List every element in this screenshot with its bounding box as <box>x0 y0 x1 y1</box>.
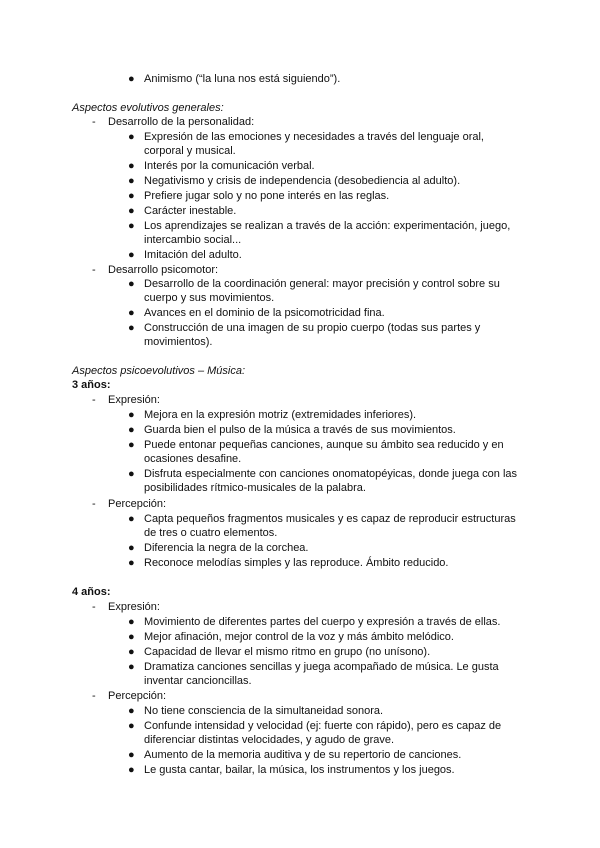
list-item: Imitación del adulto. <box>144 249 242 261</box>
list-item: Negativismo y crisis de independencia (desobediencia al adulto). <box>144 175 461 187</box>
bullet-icon: ● <box>128 764 135 776</box>
list-item: Diferencia la negra de la corchea. <box>144 542 309 554</box>
section-heading-general: Aspectos evolutivos generales: <box>72 102 224 114</box>
group-label: Desarrollo de la personalidad: <box>108 116 255 128</box>
group-label: Expresión: <box>108 601 160 613</box>
dash-icon: - <box>92 498 96 510</box>
bullet-icon: ● <box>128 720 135 732</box>
dash-icon: - <box>92 601 96 613</box>
list-item: Mejora en la expresión motriz (extremidades inferiores). <box>144 409 417 421</box>
age-heading-4: 4 años: <box>72 586 111 598</box>
bullet-icon: ● <box>128 278 135 290</box>
list-item: Puede entonar pequeñas canciones, aunque su ámbito sea reducido y en <box>144 439 504 451</box>
list-item: No tiene consciencia de la simultaneidad sonora. <box>144 705 384 717</box>
list-item: Capacidad de llevar el mismo ritmo en grupo (no unísono). <box>144 646 431 658</box>
dash-icon: - <box>92 116 96 128</box>
list-item: Disfruta especialmente con canciones onomatopéyicas, donde juega con las <box>144 468 518 480</box>
list-item-cont: intercambio social... <box>144 234 242 246</box>
list-item: Animismo (“la luna nos está siguiendo”). <box>144 73 341 85</box>
list-item: Mejor afinación, mejor control de la voz y más ámbito melódico. <box>144 631 454 643</box>
bullet-icon: ● <box>128 439 135 451</box>
list-item-cont: cuerpo y sus movimientos. <box>144 292 275 304</box>
list-item: Expresión de las emociones y necesidades a través del lenguaje oral, <box>144 131 484 143</box>
dash-icon: - <box>92 394 96 406</box>
bullet-icon: ● <box>128 661 135 673</box>
bullet-icon: ● <box>128 705 135 717</box>
list-item-cont: de tres o cuatro elementos. <box>144 527 278 539</box>
bullet-icon: ● <box>128 468 135 480</box>
list-item: Prefiere jugar solo y no pone interés en las reglas. <box>144 190 390 202</box>
bullet-icon: ● <box>128 307 135 319</box>
dash-icon: - <box>92 690 96 702</box>
bullet-icon: ● <box>128 190 135 202</box>
list-item: Aumento de la memoria auditiva y de su repertorio de canciones. <box>144 749 462 761</box>
group-label: Desarrollo psicomotor: <box>108 264 219 276</box>
group-label: Expresión: <box>108 394 160 406</box>
list-item-cont: inventar cancioncillas. <box>144 675 252 687</box>
bullet-icon: ● <box>128 409 135 421</box>
bullet-icon: ● <box>128 205 135 217</box>
bullet-icon: ● <box>128 160 135 172</box>
list-item: Avances en el dominio de la psicomotricidad fina. <box>144 307 385 319</box>
age-heading-3: 3 años: <box>72 379 111 391</box>
list-item-cont: movimientos). <box>144 336 213 348</box>
group-label: Percepción: <box>108 498 167 510</box>
bullet-icon: ● <box>128 220 135 232</box>
list-item: Desarrollo de la coordinación general: mayor precisión y control sobre su <box>144 278 500 290</box>
bullet-icon: ● <box>128 73 135 85</box>
list-item: Los aprendizajes se realizan a través de la acción: experimentación, juego, <box>144 220 511 232</box>
bullet-icon: ● <box>128 249 135 261</box>
list-item: Dramatiza canciones sencillas y juega acompañado de música. Le gusta <box>144 661 499 673</box>
dash-icon: - <box>92 264 96 276</box>
list-item-cont: posibilidades rítmico-musicales de la palabra. <box>144 482 366 494</box>
bullet-icon: ● <box>128 557 135 569</box>
bullet-icon: ● <box>128 131 135 143</box>
list-item-cont: ocasiones desafine. <box>144 453 242 465</box>
bullet-icon: ● <box>128 646 135 658</box>
group-label: Percepción: <box>108 690 167 702</box>
list-item: Interés por la comunicación verbal. <box>144 160 315 172</box>
list-item: Carácter inestable. <box>144 205 237 217</box>
list-item-cont: diferenciar distintas velocidades, y agudo de grave. <box>144 734 395 746</box>
bullet-icon: ● <box>128 513 135 525</box>
list-item: Le gusta cantar, bailar, la música, los instrumentos y los juegos. <box>144 764 455 776</box>
bullet-icon: ● <box>128 542 135 554</box>
list-item: Capta pequeños fragmentos musicales y es capaz de reproducir estructuras <box>144 513 516 525</box>
bullet-icon: ● <box>128 175 135 187</box>
list-item-cont: corporal y musical. <box>144 145 236 157</box>
list-item: Construcción de una imagen de su propio cuerpo (todas sus partes y <box>144 322 481 334</box>
list-item: Movimiento de diferentes partes del cuerpo y expresión a través de ellas. <box>144 616 501 628</box>
bullet-icon: ● <box>128 631 135 643</box>
list-item: Confunde intensidad y velocidad (ej: fuerte con rápido), pero es capaz de <box>144 720 502 732</box>
bullet-icon: ● <box>128 322 135 334</box>
bullet-icon: ● <box>128 424 135 436</box>
list-item: Guarda bien el pulso de la música a través de sus movimientos. <box>144 424 456 436</box>
list-item: Reconoce melodías simples y las reproduce. Ámbito reducido. <box>144 557 449 569</box>
bullet-icon: ● <box>128 616 135 628</box>
bullet-icon: ● <box>128 749 135 761</box>
section-heading-music: Aspectos psicoevolutivos – Música: <box>72 365 246 377</box>
